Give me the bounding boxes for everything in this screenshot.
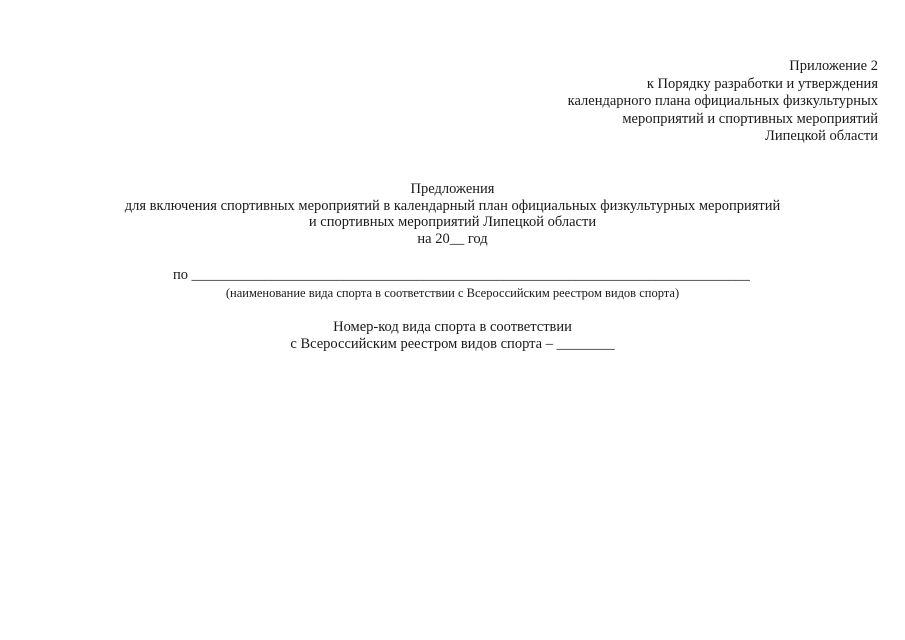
appendix-line-procedure: к Порядку разработки и утверждения — [646, 75, 878, 92]
sport-code-line-2: с Всероссийским реестром видов спорта – ________ — [290, 336, 615, 352]
appendix-header — [568, 58, 878, 146]
title-year-line: на 20__ год — [417, 230, 488, 247]
sport-name-hint: (наименование вида спорта в соответствии с Всероссийским реестром видов спорта) — [225, 286, 680, 300]
document-title — [0, 181, 905, 247]
sport-name-field: по _____________________________________________________________________________ — [173, 267, 750, 283]
sport-code-block — [0, 319, 905, 353]
sport-code-line-1: Номер-код вида спорта в соответствии — [333, 319, 572, 335]
appendix-number: Приложение 2 — [789, 58, 878, 74]
title-line-2: и спортивных мероприятий Липецкой области — [308, 214, 597, 230]
appendix-line-calendar: календарного плана официальных физкультурных — [567, 93, 878, 109]
appendix-line-events: мероприятий и спортивных мероприятий — [622, 110, 878, 127]
title-line-1: для включения спортивных мероприятий в календарный план официальных физкультурных мероприятий — [124, 197, 781, 214]
title-heading: Предложения — [410, 181, 495, 197]
appendix-line-region: Липецкой области — [765, 128, 878, 144]
